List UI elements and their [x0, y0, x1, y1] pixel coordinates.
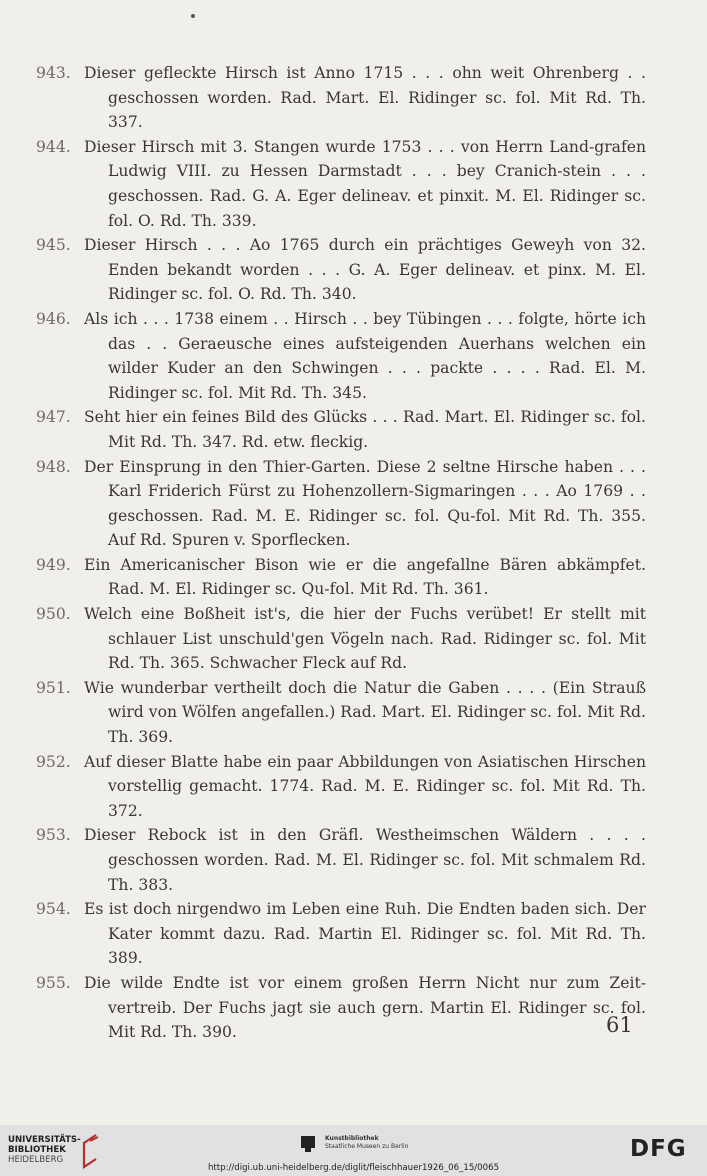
library-name-line2: BIBLIOTHEK — [8, 1145, 66, 1155]
entry-text: Es ist doch nirgendwo im Leben eine Ruh. Die Endten baden sich. Der Kater kommt dazu. Rad. Martin El. Ridinger sc. fol. Mit Rd. Th. 389. — [84, 900, 646, 968]
entry-number: 945. — [36, 236, 71, 255]
catalog-entry — [36, 602, 646, 676]
entry-number: 947. — [36, 408, 71, 427]
entry-number: 943. — [36, 64, 71, 82]
entry-text: Dieser Hirsch mit 3. Stangen wurde 1753 . . . von Herrn Land-grafen Ludwig VIII. zu Hessen Darmstadt . . . bey Cranich-stein . . . geschossen. Rad. G. A. Eger delineav. et pinxit. M. El. Ridinger sc. fol. O. Rd. Th. 339. — [84, 137, 646, 230]
catalog-entry — [36, 307, 646, 405]
dfg-logo[interactable]: DFG — [630, 1136, 687, 1162]
catalog-entry — [36, 971, 646, 1045]
entry-number: 955. — [36, 973, 71, 992]
library-name — [8, 1135, 81, 1165]
catalog-entry — [36, 553, 646, 602]
entry-text: Auf dieser Blatte habe ein paar Abbildungen von Asiatischen Hirschen vorstellig gemacht. 1774. Rad. M. E. Ridinger sc. fol. Mit Rd. Th. 372. — [84, 752, 646, 820]
catalog-entry — [36, 233, 646, 307]
kunstbibliothek-icon — [300, 1135, 316, 1153]
entry-number: 948. — [36, 457, 71, 476]
entry-number: 946. — [36, 309, 71, 328]
library-name-line1: UNIVERSITÄTS- — [8, 1135, 81, 1145]
catalog-entry — [36, 455, 646, 553]
catalog-entry — [36, 897, 646, 971]
entry-number: 949. — [36, 555, 71, 574]
kunstbibliothek-name — [325, 1135, 408, 1151]
catalog-entry — [36, 676, 646, 750]
catalog-entry — [36, 61, 646, 135]
catalog-entry — [36, 750, 646, 824]
entry-number: 944. — [36, 137, 71, 156]
entry-text: Dieser Rebock ist in den Gräfl. Westheimschen Wäldern . . . . geschossen worden. Rad. M. El. Ridinger sc. fol. Mit schmalem Rd. Th. 383. — [84, 826, 646, 894]
entry-number: 953. — [36, 826, 71, 845]
entry-text: Dieser gefleckte Hirsch ist Anno 1715 . . . ohn weit Ohrenberg . . geschossen worden. Rad. Mart. El. Ridinger sc. fol. Mit Rd. Th. 337. — [84, 64, 646, 132]
kunstbibliothek-line2: Staatliche Museen zu Berlin — [325, 1143, 409, 1150]
footer-bar — [0, 1125, 707, 1176]
entry-number: 951. — [36, 678, 71, 697]
entry-text: Ein Americanischer Bison wie er die angefallne Bären abkämpfet. Rad. M. El. Ridinger sc. Qu-fol. Mit Rd. Th. 361. — [84, 555, 646, 599]
entry-text: Seht hier ein feines Bild des Glücks . . . Rad. Mart. El. Ridinger sc. fol. Mit Rd. Th. 347. Rd. etw. fleckig. — [84, 408, 646, 451]
entry-number: 950. — [36, 605, 71, 624]
catalog-entry — [36, 823, 646, 897]
source-url[interactable]: http://digi.ub.uni-heidelberg.de/diglit/fleischhauer1926_06_15/0065 — [207, 1163, 500, 1173]
entry-text: Wie wunderbar vertheilt doch die Natur die Gaben . . . . (Ein Strauß wird von Wölfen angefallen.) Rad. Mart. El. Ridinger sc. fol. Mit Rd. Th. 369. — [84, 678, 646, 747]
library-name-line3: HEIDELBERG — [8, 1155, 64, 1165]
entry-text: Welch eine Boßheit ist's, die hier der Fuchs verübet! Er stellt mit schlauer List unschuld'gen Vögeln nach. Rad. Ridinger sc. fol. Mit Rd. Th. 365. Schwacher Fleck auf Rd. — [84, 605, 646, 673]
speck-mark — [191, 14, 195, 18]
catalog-entries — [36, 61, 646, 1045]
entry-text: Die wilde Endte ist vor einem großen Herrn Nicht nur zum Zeit-vertreib. Der Fuchs jagt sie auch gern. Martin El. Ridinger sc. fol. Mit Rd. Th. 390. — [84, 973, 646, 1042]
entry-text: Dieser Hirsch . . . Ao 1765 durch ein prächtiges Geweyh von 32. Enden bekandt worden . . . G. A. Eger delineav. et pinx. M. El. Ridinger sc. fol. O. Rd. Th. 340. — [84, 236, 646, 304]
catalog-entry — [36, 405, 646, 454]
entry-number: 952. — [36, 752, 71, 771]
catalog-entry — [36, 135, 646, 233]
kunstbibliothek-logo[interactable] — [300, 1135, 430, 1159]
page-number: 61 — [606, 1013, 633, 1037]
entry-number: 954. — [36, 900, 71, 919]
entry-text: Der Einsprung in den Thier-Garten. Diese 2 seltne Hirsche haben . . . Karl Friderich Fürst zu Hohenzollern-Sigmaringen . . . Ao 1769 . . geschossen. Rad. M. E. Ridinger sc. fol. Qu-fol. Mit Rd. Th. 355. Auf Rd. Spuren v. Sporflecken. — [84, 457, 646, 550]
entry-text: Als ich . . . 1738 einem . . Hirsch . . bey Tübingen . . . folgte, hörte ich das . . Geraeusche eines aufsteigenden Auerhans welchen ein wilder Kuder an den Schwingen . . . packte . . . . Rad. El. M. Ridinger sc. fol. Mit Rd. Th. 345. — [84, 309, 646, 402]
kunstbibliothek-line1: Kunstbibliothek — [325, 1135, 379, 1142]
